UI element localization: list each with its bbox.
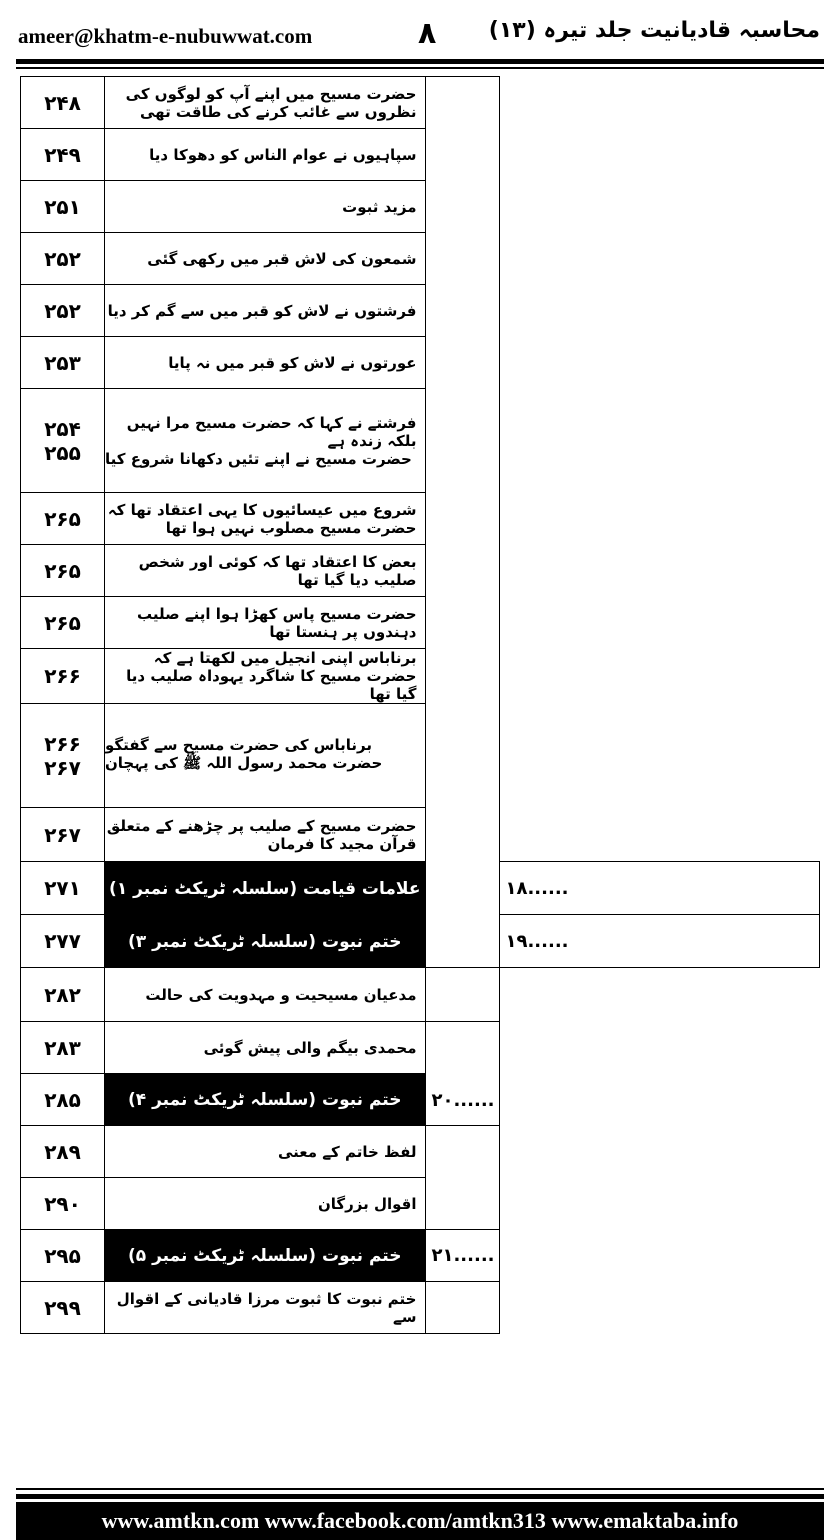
- table-row: [21, 1074, 820, 1126]
- table-row: [21, 233, 820, 285]
- toc-title: لفظ خاتم کے معنی: [105, 1126, 426, 1178]
- toc-title: اقوال بزرگان: [105, 1178, 426, 1230]
- table-row: [21, 915, 820, 968]
- toc-title: حضرت مسیح کے صلیب پر چڑھنے کے متعلق قرآن مجید کا فرمان: [105, 808, 426, 862]
- toc-page-number: ۲۴۹: [21, 129, 105, 181]
- table-row: [21, 129, 820, 181]
- toc-title: حضرت مسیح پاس کھڑا ہوا اپنے صلیب دہندوں پر ہنستا تھا: [105, 597, 426, 649]
- toc-section-band: ختم نبوت (سلسلہ ٹریکٹ نمبر ۵): [105, 1230, 426, 1282]
- table-of-contents: [20, 76, 820, 1334]
- table-row: [21, 1126, 820, 1178]
- toc-page-number-pair: [21, 704, 105, 808]
- toc-serial-number: ۱۹......: [499, 915, 820, 968]
- toc-title: شروع میں عیسائیوں کا یہی اعتقاد تھا کہ حضرت مسیح مصلوب نہیں ہوا تھا: [105, 493, 426, 545]
- toc-serial-cell: [425, 77, 499, 968]
- table-row: [21, 649, 820, 704]
- table-row: [21, 862, 820, 915]
- toc-title: برناباس کی حضرت مسیح سے گفتگو: [105, 735, 372, 754]
- header-book-title: محاسبہ قادیانیت جلد تیرہ (۱۳): [488, 18, 820, 43]
- toc-page-number: ۲۵۳: [21, 337, 105, 389]
- table-row: [21, 1230, 820, 1282]
- header-email: ameer@khatm-e-nubuwwat.com: [18, 24, 313, 48]
- toc-section-band: ختم نبوت (سلسلہ ٹریکٹ نمبر ۳): [105, 915, 426, 968]
- table-row: [21, 808, 820, 862]
- toc-page-number: ۲۶۷: [44, 755, 81, 780]
- toc-section-band: علامات قیامت (سلسلہ ٹریکٹ نمبر ۱): [105, 862, 426, 915]
- table-row: [21, 493, 820, 545]
- toc-page-number: ۲۷۱: [21, 862, 105, 915]
- toc-page-number: ۲۸۳: [21, 1022, 105, 1074]
- table-row: [21, 337, 820, 389]
- table-row: [21, 968, 820, 1022]
- toc-serial-number: ۲۰......: [425, 1022, 499, 1126]
- toc-section-band: ختم نبوت (سلسلہ ٹریکٹ نمبر ۴): [105, 1074, 426, 1126]
- toc-title-pair: [105, 704, 426, 808]
- toc-title: سپاہیوں نے عوام الناس کو دھوکا دیا: [105, 129, 426, 181]
- toc-serial-number: ۲۱......: [425, 1230, 499, 1282]
- toc-page-number: ۲۵۲: [21, 233, 105, 285]
- header-rule-thin: [16, 67, 824, 69]
- toc-page-number: ۲۴۸: [21, 77, 105, 129]
- toc-title: حضرت مسیح میں اپنے آپ کو لوگوں کی نظروں سے غائب کرنے کی طاقت تھی: [105, 77, 426, 129]
- toc-page-number: ۲۶۵: [21, 545, 105, 597]
- page-header: [16, 18, 824, 54]
- toc-page-number: ۲۶۶: [21, 649, 105, 704]
- toc-title-pair: [105, 389, 426, 493]
- footer-rule-thin: [16, 1488, 824, 1490]
- toc-page-number: ۲۶۵: [21, 597, 105, 649]
- table-row: [21, 285, 820, 337]
- table-row: [21, 704, 820, 808]
- toc-serial-cell: [425, 1282, 499, 1334]
- toc-page-number-pair: [21, 389, 105, 493]
- toc-page-number: ۲۹۹: [21, 1282, 105, 1334]
- toc-title: برناباس اپنی انجیل میں لکھتا ہے کہ حضرت مسیح کا شاگرد یہوداہ صلیب دیا گیا تھا: [105, 649, 426, 704]
- table-row: [21, 1282, 820, 1334]
- toc-title: عورتوں نے لاش کو قبر میں نہ پایا: [105, 337, 426, 389]
- toc-page-number: ۲۶۷: [21, 808, 105, 862]
- toc-page-number: ۲۹۵: [21, 1230, 105, 1282]
- toc-page-number: ۲۹۰: [21, 1178, 105, 1230]
- toc-page-number: ۲۸۵: [21, 1074, 105, 1126]
- table-row: [21, 389, 820, 493]
- table-row: [21, 597, 820, 649]
- toc-title: مدعیان مسیحیت و مہدویت کی حالت: [105, 968, 426, 1022]
- toc-page-number: ۲۸۲: [21, 968, 105, 1022]
- toc-title: شمعون کی لاش قبر میں رکھی گئی: [105, 233, 426, 285]
- header-rule-thick: [16, 59, 824, 64]
- footer-links: www.amtkn.com www.facebook.com/amtkn313 www.emaktaba.info: [16, 1502, 824, 1540]
- table-row: [21, 545, 820, 597]
- toc-page-number: ۲۸۹: [21, 1126, 105, 1178]
- toc-serial-cell: [425, 968, 499, 1022]
- table-row: [21, 77, 820, 129]
- toc-title: حضرت مسیح نے اپنے تئیں دکھانا شروع کیا: [105, 449, 412, 468]
- table-row: [21, 181, 820, 233]
- toc-page-number: ۲۵۴: [44, 416, 81, 441]
- toc-title: حضرت محمد رسول اللہ ﷺ کی پہچان: [105, 753, 383, 772]
- toc-serial-number: ۱۸......: [499, 862, 820, 915]
- toc-page-number: ۲۷۷: [21, 915, 105, 968]
- toc-page-number: ۲۵۱: [21, 181, 105, 233]
- toc-title: فرشتوں نے لاش کو قبر میں سے گم کر دیا: [105, 285, 426, 337]
- toc-title: ختم نبوت کا ثبوت مرزا قادیانی کے اقوال سے: [105, 1282, 426, 1334]
- toc-serial-cell: [425, 1126, 499, 1230]
- toc-title: محمدی بیگم والی پیش گوئی: [105, 1022, 426, 1074]
- header-page-number: ۸: [418, 16, 437, 51]
- toc-page-number: ۲۶۵: [21, 493, 105, 545]
- toc-title: فرشتے نے کہا کہ حضرت مسیح مرا نہیں بلکہ زندہ ہے: [126, 413, 417, 450]
- toc-page-number: ۲۶۶: [44, 731, 81, 756]
- toc-page-number: ۲۵۵: [44, 440, 81, 465]
- table-row: [21, 1022, 820, 1074]
- toc-title: مزید ثبوت: [105, 181, 426, 233]
- footer-rule-thick: [16, 1494, 824, 1499]
- toc-page-number: ۲۵۲: [21, 285, 105, 337]
- toc-title: بعض کا اعتقاد تھا کہ کوئی اور شخص صلیب دیا گیا تھا: [105, 545, 426, 597]
- table-row: [21, 1178, 820, 1230]
